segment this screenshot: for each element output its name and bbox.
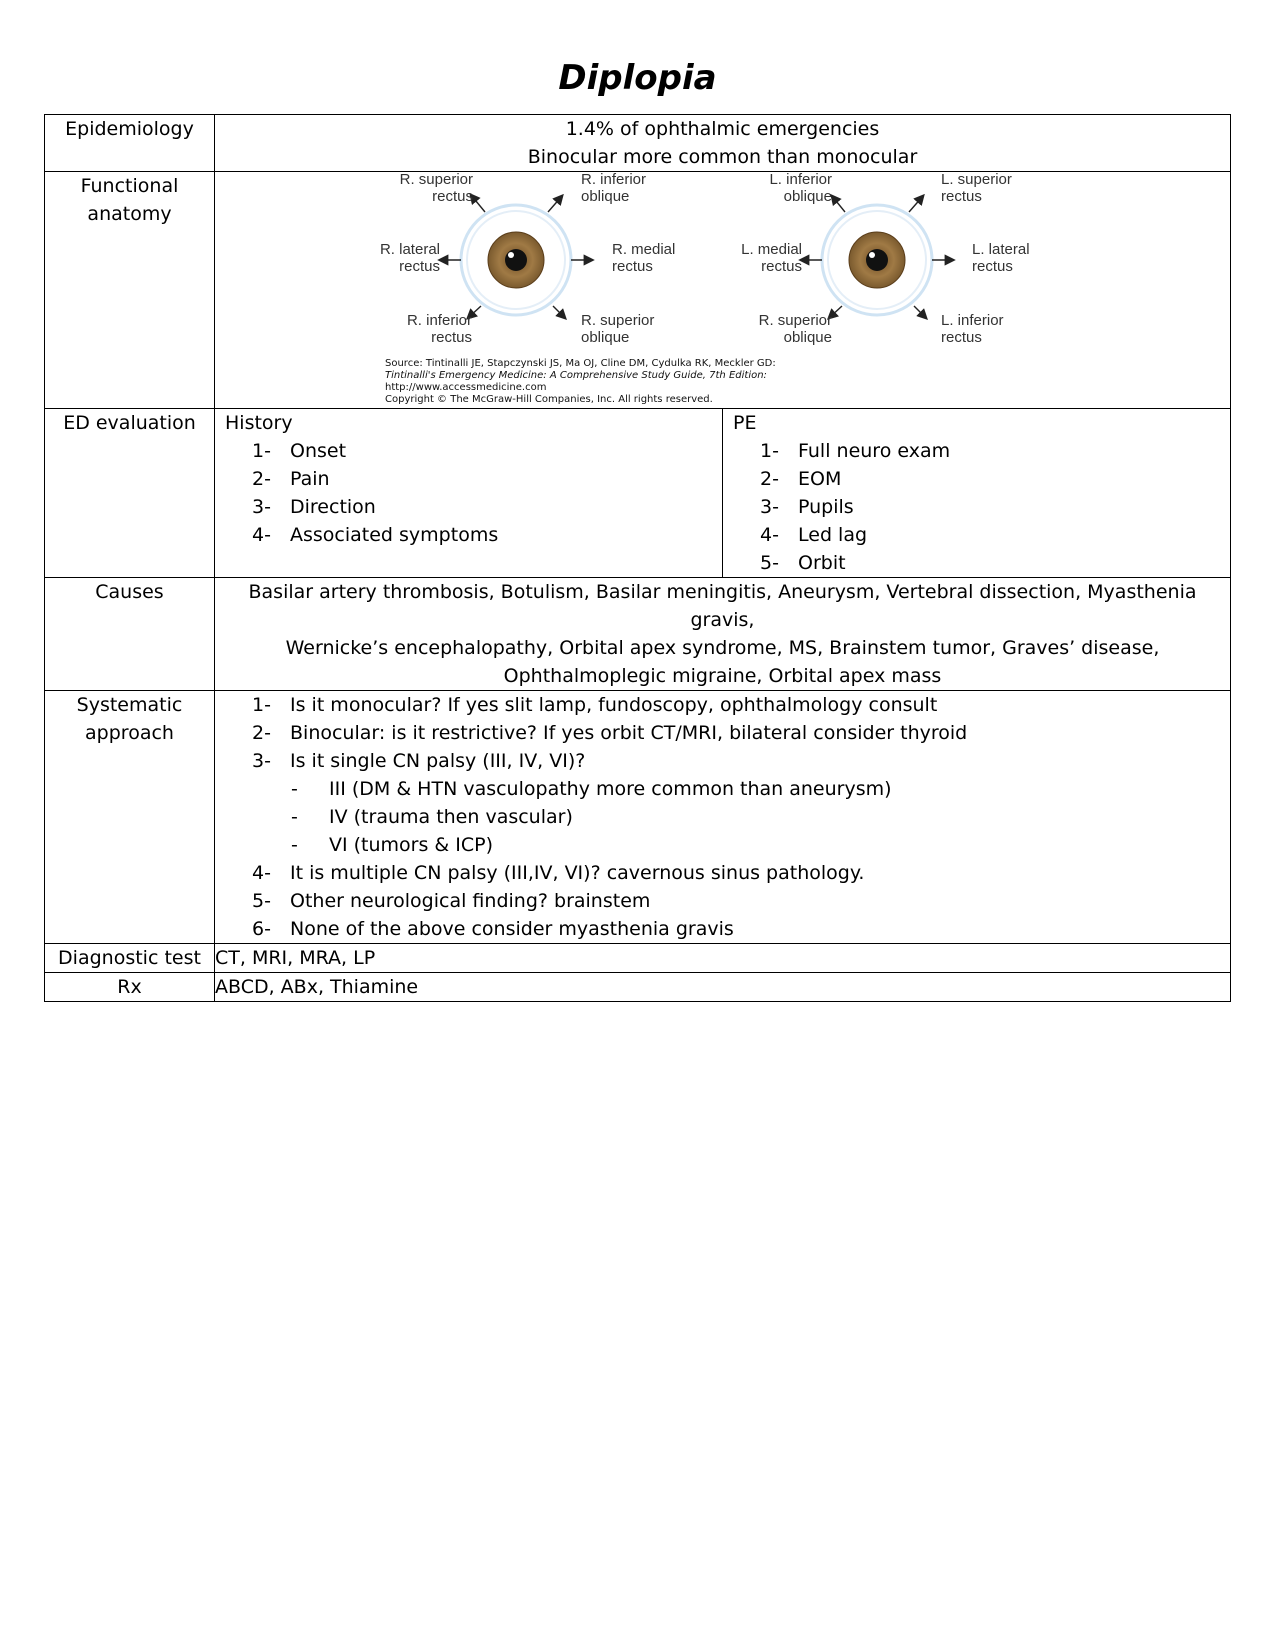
left-eye [801, 196, 953, 318]
history-list [215, 437, 722, 549]
row-ed-evaluation [45, 409, 1231, 578]
item-text: Associated symptoms [290, 524, 499, 546]
item-dash: - [291, 834, 298, 856]
ed-evaluation-split [215, 409, 1230, 577]
figure-source-credit [385, 358, 776, 406]
epidemiology-cell [215, 115, 1231, 172]
item-number: 3- [760, 496, 779, 518]
label-ed-evaluation: ED evaluation [63, 412, 196, 434]
item-text: Full neuro exam [798, 440, 951, 462]
label-r-lateral-rectus: R. lateral [379, 241, 440, 258]
list-item [252, 747, 1230, 775]
item-text: None of the above consider myasthenia gravis [290, 918, 734, 940]
item-number: 3- [252, 496, 271, 518]
list-item [291, 775, 1230, 803]
list-item [252, 465, 722, 493]
list-item [252, 437, 722, 465]
item-text: Orbit [798, 552, 846, 574]
pe-heading: PE [733, 412, 757, 434]
source-line: Tintinalli's Emergency Medicine: A Comprehensive Study Guide, 7th Edition: [385, 370, 767, 381]
label-anatomy: anatomy [87, 203, 172, 225]
label-r-inferior-oblique: R. inferior [581, 172, 647, 188]
list-item [252, 691, 1230, 719]
label-rx: Rx [117, 976, 142, 998]
list-item [291, 803, 1230, 831]
eye-muscles-figure [215, 172, 1230, 408]
row-systematic-approach [45, 691, 1231, 944]
row-label [45, 115, 215, 172]
item-dash: - [291, 806, 298, 828]
history-heading: History [225, 412, 293, 434]
item-text: Other neurological finding? brainstem [290, 890, 651, 912]
row-label [45, 409, 215, 578]
label-causes: Causes [95, 581, 164, 603]
source-line: Copyright © The McGraw-Hill Companies, Inc. All rights reserved. [385, 394, 713, 405]
list-item [252, 859, 1230, 887]
label-l-superior-rectus-2: rectus [941, 188, 982, 205]
epidemiology-line: Binocular more common than monocular [527, 146, 918, 168]
item-text: It is multiple CN palsy (III,IV, VI)? cavernous sinus pathology. [290, 862, 865, 884]
row-label [45, 691, 215, 944]
row-causes [45, 578, 1231, 691]
label-r-superior-oblique: R. superior [581, 312, 655, 329]
label-approach: approach [85, 722, 174, 744]
row-label [45, 944, 215, 973]
label-l-medial-rectus: L. medial [741, 241, 802, 258]
row-diagnostic-test [45, 944, 1231, 973]
causes-cell [215, 578, 1231, 691]
item-number: 2- [252, 468, 271, 490]
item-text: Binocular: is it restrictive? If yes orbit CT/MRI, bilateral consider thyroid [290, 722, 968, 744]
label-epidemiology: Epidemiology [65, 118, 194, 140]
label-l-inferior-rectus-2: rectus [941, 329, 982, 346]
item-text: Led lag [798, 524, 868, 546]
right-eye [440, 195, 592, 318]
label-diagnostic-test: Diagnostic test [58, 947, 201, 969]
diagnostic-test-value: CT, MRI, MRA, LP [215, 944, 1231, 973]
pe-list [723, 437, 1230, 577]
item-number: 4- [252, 524, 271, 546]
row-functional-anatomy [45, 172, 1231, 409]
label-l-inferior-oblique-2: oblique [783, 188, 832, 205]
label-systematic: Systematic [76, 694, 183, 716]
item-text: Pain [290, 468, 330, 490]
history-column [215, 409, 722, 577]
row-epidemiology [45, 115, 1231, 172]
label-functional: Functional [80, 175, 179, 197]
item-number: 2- [760, 468, 779, 490]
source-line: Source: Tintinalli JE, Stapczynski JS, Ma OJ, Cline DM, Cydulka RK, Meckler GD: [385, 358, 776, 369]
list-item [252, 493, 722, 521]
item-text: Direction [290, 496, 376, 518]
anatomy-figure-cell [215, 172, 1231, 409]
item-text: IV (trauma then vascular) [329, 806, 573, 828]
list-item [760, 549, 1230, 577]
label-r-superior-oblique-2: oblique [581, 329, 630, 346]
systematic-approach-cell [215, 691, 1231, 944]
causes-line: Ophthalmoplegic migraine, Orbital apex mass [503, 665, 942, 687]
row-label [45, 172, 215, 409]
label-r-inferior-rectus-2: rectus [431, 329, 472, 346]
page-title: Diplopia [558, 58, 717, 98]
causes-line: Basilar artery thrombosis, Botulism, Basilar meningitis, Aneurysm, Vertebral dissection, Myasthenia gravis, [248, 581, 1197, 631]
ed-evaluation-cell [215, 409, 1231, 578]
approach-list-b [215, 859, 1230, 943]
item-number: 1- [252, 440, 271, 462]
item-number: 3- [252, 750, 271, 772]
item-dash: - [291, 778, 298, 800]
list-item [760, 465, 1230, 493]
item-text: Pupils [798, 496, 854, 518]
list-item [252, 521, 722, 549]
item-number: 4- [760, 524, 779, 546]
label-l-superior-oblique: R. superior [758, 312, 832, 329]
label-l-inferior-oblique: L. inferior [769, 172, 832, 188]
label-r-medial-rectus: R. medial [612, 241, 676, 258]
label-r-inferior-rectus: R. inferior [406, 312, 472, 329]
label-l-lateral-rectus-2: rectus [972, 258, 1013, 275]
list-item [252, 887, 1230, 915]
list-item [760, 493, 1230, 521]
item-text: Is it monocular? If yes slit lamp, fundoscopy, ophthalmology consult [290, 694, 938, 716]
label-l-superior-rectus: L. superior [941, 172, 1012, 188]
item-text: Onset [290, 440, 347, 462]
item-number: 6- [252, 918, 271, 940]
row-rx [45, 973, 1231, 1002]
label-r-superior-rectus-2: rectus [432, 188, 473, 205]
label-l-lateral-rectus: L. lateral [972, 241, 1030, 258]
label-r-medial-rectus-2: rectus [612, 258, 653, 275]
rx-value: ABCD, ABx, Thiamine [215, 973, 1231, 1002]
label-l-inferior-rectus: L. inferior [941, 312, 1004, 329]
label-r-lateral-rectus-2: rectus [399, 258, 440, 275]
causes-line: Wernicke’s encephalopathy, Orbital apex syndrome, MS, Brainstem tumor, Graves’ disease, [285, 637, 1160, 659]
item-number: 1- [252, 694, 271, 716]
source-line: http://www.accessmedicine.com [385, 382, 547, 393]
row-label [45, 973, 215, 1002]
item-number: 5- [760, 552, 779, 574]
row-label [45, 578, 215, 691]
list-item [760, 437, 1230, 465]
list-item [760, 521, 1230, 549]
pe-column [722, 409, 1230, 577]
item-text: VI (tumors & ICP) [329, 834, 494, 856]
label-r-superior-rectus: R. superior [399, 172, 473, 188]
list-item [252, 915, 1230, 943]
item-number: 4- [252, 862, 271, 884]
approach-sublist [215, 775, 1230, 859]
label-l-superior-oblique-2: oblique [783, 329, 832, 346]
epidemiology-line: 1.4% of ophthalmic emergencies [565, 118, 880, 140]
item-text: EOM [798, 468, 842, 490]
approach-list-a [215, 691, 1230, 775]
item-number: 1- [760, 440, 779, 462]
item-number: 2- [252, 722, 271, 744]
item-text: Is it single CN palsy (III, IV, VI)? [290, 750, 586, 772]
label-r-inferior-oblique-2: oblique [581, 188, 630, 205]
item-number: 5- [252, 890, 271, 912]
diplopia-table [44, 114, 1231, 1002]
list-item [291, 831, 1230, 859]
label-l-medial-rectus-2: rectus [761, 258, 802, 275]
item-text: III (DM & HTN vasculopathy more common than aneurysm) [329, 778, 892, 800]
list-item [252, 719, 1230, 747]
